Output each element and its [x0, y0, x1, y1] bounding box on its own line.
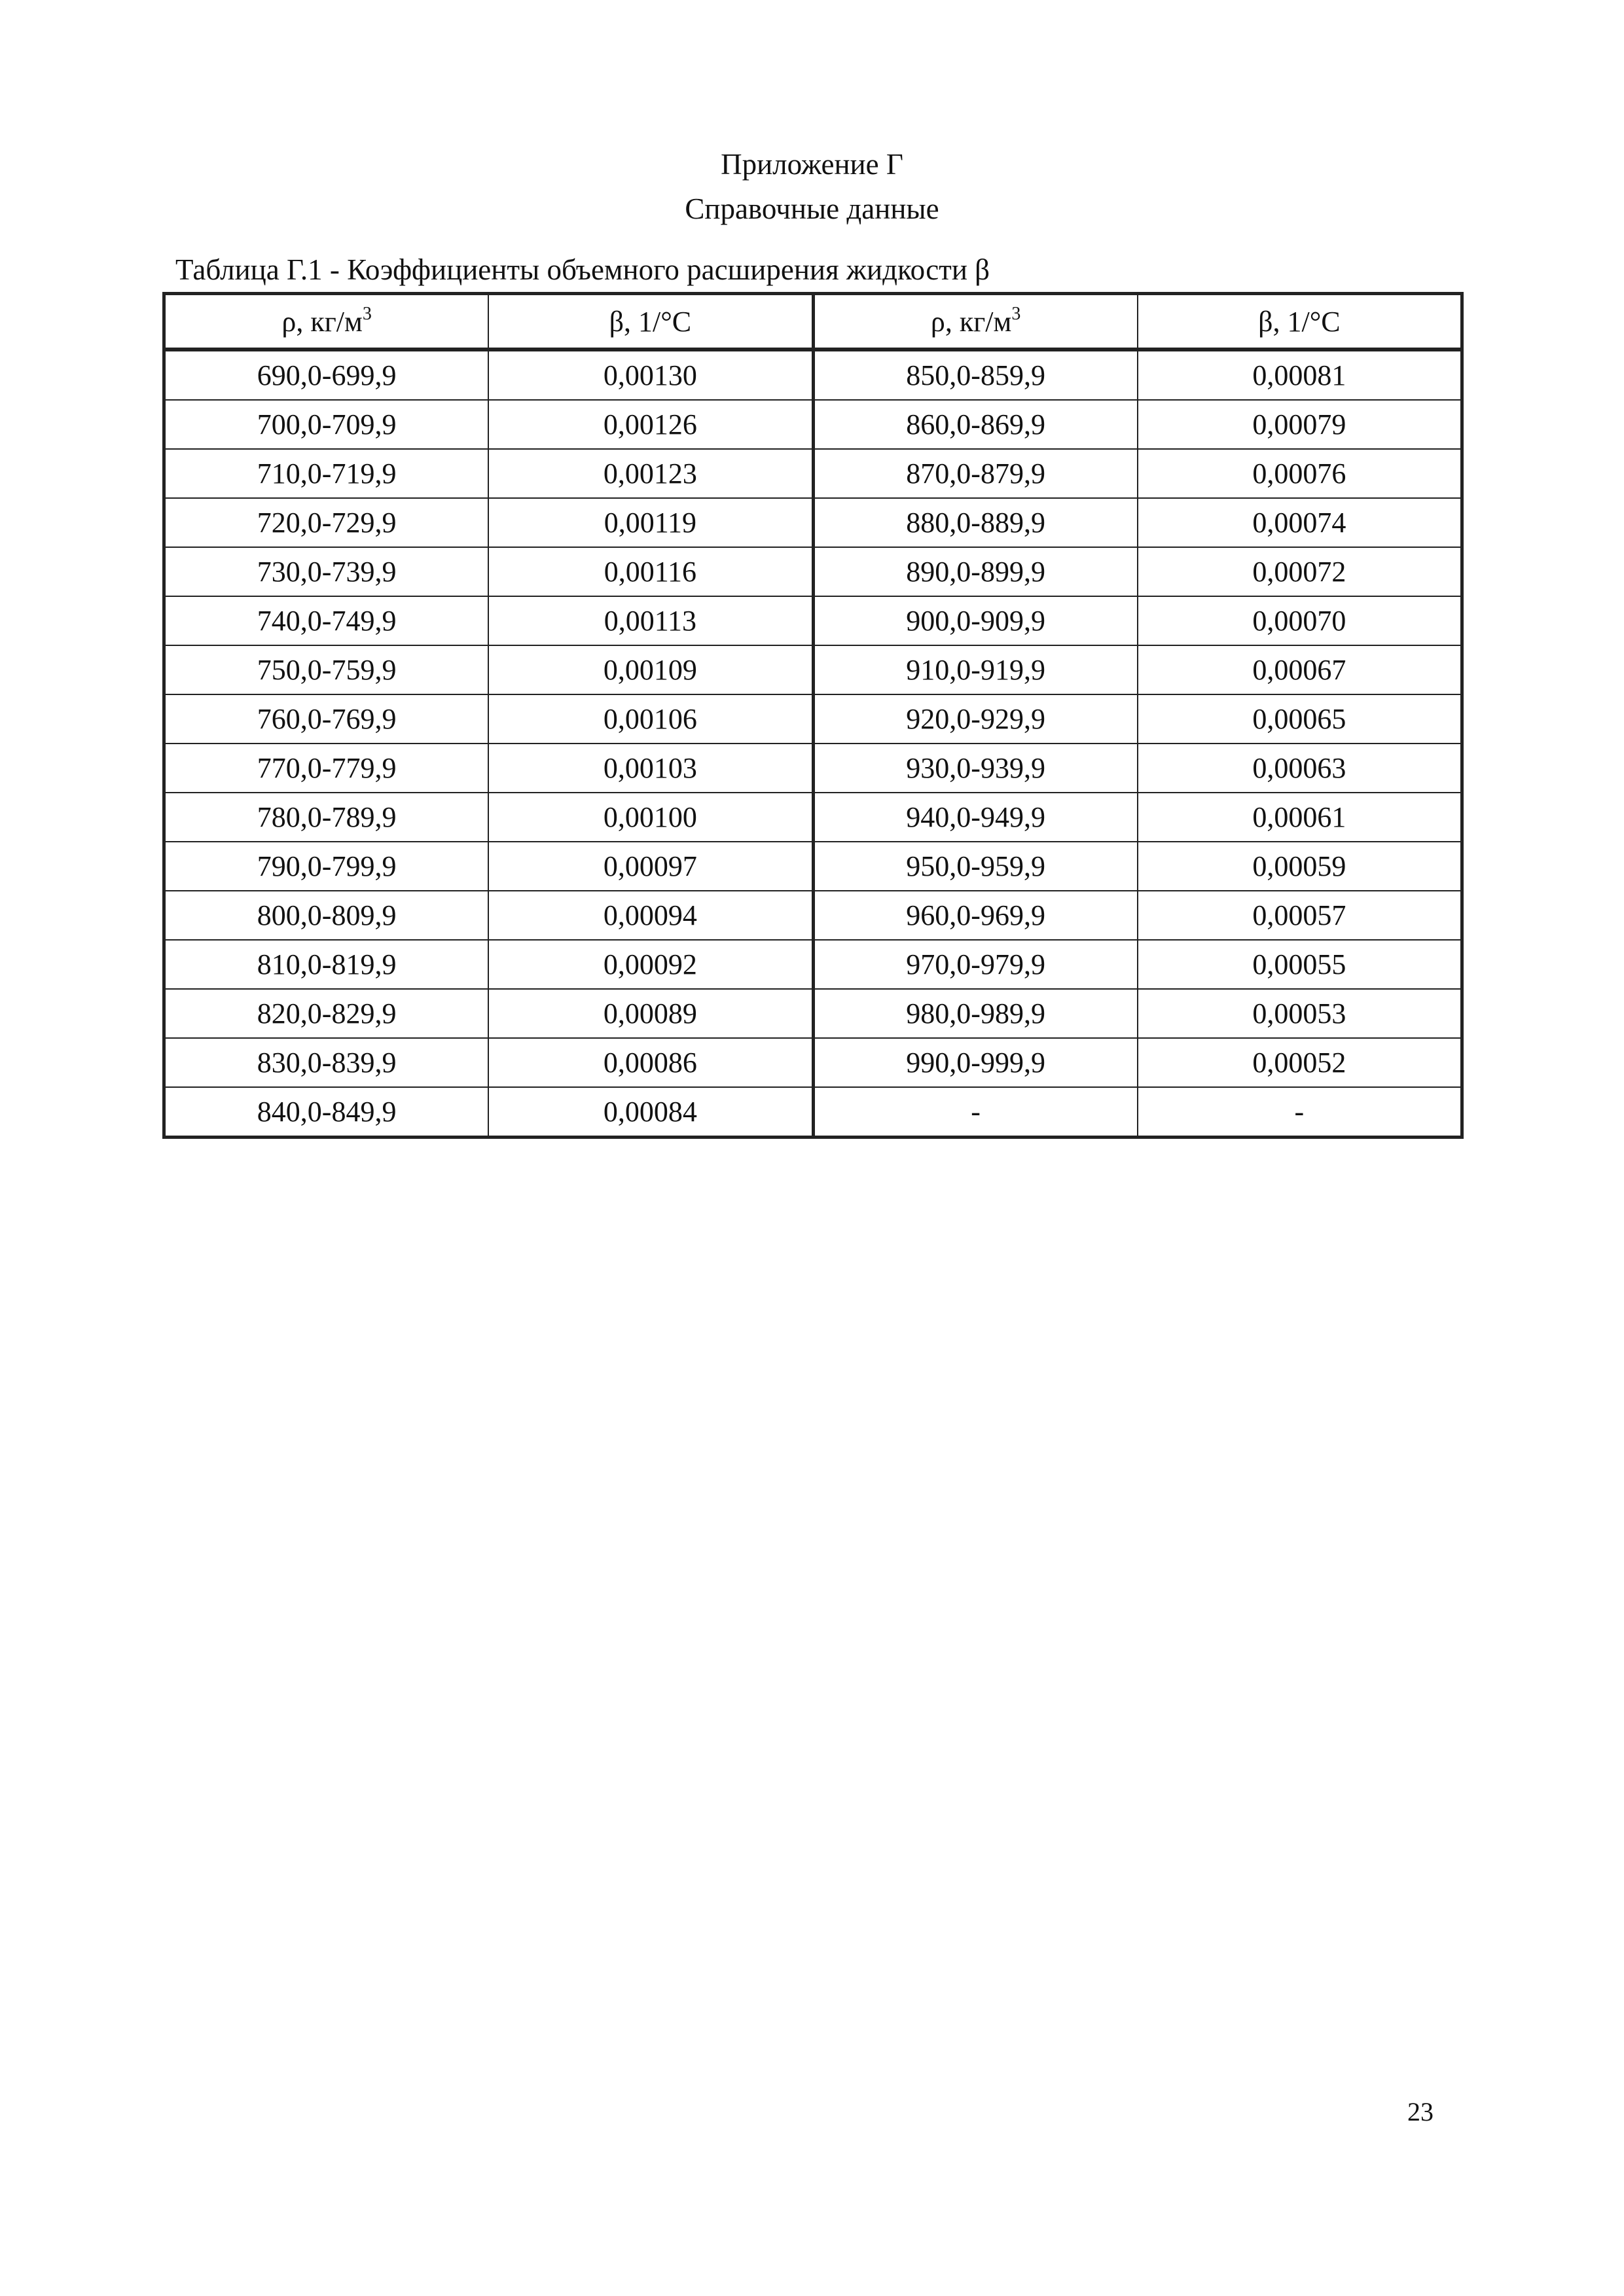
- table-row: [164, 793, 1462, 842]
- density-range-cell: 770,0-779,9: [164, 744, 489, 793]
- density-range-cell: 780,0-789,9: [164, 793, 489, 842]
- header-density-2: ρ, $кг/м^3$: [813, 294, 1138, 350]
- beta-value-cell: 0,00063: [1138, 744, 1462, 793]
- density-range-cell: 990,0-999,9: [813, 1038, 1138, 1087]
- density-range-cell: 750,0-759,9: [164, 645, 489, 694]
- beta-value-cell: 0,00057: [1138, 891, 1462, 940]
- header-beta-2: β, 1/°С: [1138, 294, 1462, 350]
- beta-value-cell: 0,00053: [1138, 989, 1462, 1038]
- density-range-cell: -: [813, 1087, 1138, 1138]
- table-header-row: [164, 294, 1462, 350]
- table-row: [164, 1087, 1462, 1138]
- beta-value-cell: 0,00055: [1138, 940, 1462, 989]
- beta-value-cell: 0,00106: [488, 694, 813, 744]
- beta-value-cell: 0,00081: [1138, 350, 1462, 400]
- table-body: [164, 350, 1462, 1138]
- beta-value-cell: 0,00094: [488, 891, 813, 940]
- density-range-cell: 910,0-919,9: [813, 645, 1138, 694]
- table-row: [164, 645, 1462, 694]
- table-row: [164, 498, 1462, 547]
- beta-value-cell: 0,00065: [1138, 694, 1462, 744]
- density-range-cell: 800,0-809,9: [164, 891, 489, 940]
- density-range-cell: 730,0-739,9: [164, 547, 489, 596]
- density-range-cell: 980,0-989,9: [813, 989, 1138, 1038]
- density-range-cell: 900,0-909,9: [813, 596, 1138, 645]
- table-header: [164, 294, 1462, 350]
- density-range-cell: 710,0-719,9: [164, 449, 489, 498]
- table-row: [164, 400, 1462, 449]
- expansion-coefficients-table: [162, 292, 1464, 1139]
- beta-value-cell: 0,00123: [488, 449, 813, 498]
- density-range-cell: 940,0-949,9: [813, 793, 1138, 842]
- beta-value-cell: 0,00061: [1138, 793, 1462, 842]
- appendix-title: Приложение Г: [721, 148, 903, 181]
- beta-value-cell: 0,00089: [488, 989, 813, 1038]
- beta-value-cell: 0,00103: [488, 744, 813, 793]
- beta-value-cell: 0,00126: [488, 400, 813, 449]
- beta-value-cell: 0,00130: [488, 350, 813, 400]
- beta-value-cell: 0,00092: [488, 940, 813, 989]
- beta-value-cell: 0,00097: [488, 842, 813, 891]
- table-row: [164, 940, 1462, 989]
- density-range-cell: 930,0-939,9: [813, 744, 1138, 793]
- beta-value-cell: 0,00084: [488, 1087, 813, 1138]
- beta-value-cell: 0,00109: [488, 645, 813, 694]
- density-range-cell: 720,0-729,9: [164, 498, 489, 547]
- density-range-cell: 820,0-829,9: [164, 989, 489, 1038]
- density-range-cell: 790,0-799,9: [164, 842, 489, 891]
- beta-value-cell: 0,00072: [1138, 547, 1462, 596]
- beta-value-cell: 0,00113: [488, 596, 813, 645]
- table-row: [164, 891, 1462, 940]
- beta-value-cell: 0,00116: [488, 547, 813, 596]
- density-range-cell: 700,0-709,9: [164, 400, 489, 449]
- density-range-cell: 860,0-869,9: [813, 400, 1138, 449]
- page-number: 23: [1407, 2097, 1434, 2126]
- density-range-cell: 850,0-859,9: [813, 350, 1138, 400]
- table-row: [164, 350, 1462, 400]
- beta-value-cell: 0,00119: [488, 498, 813, 547]
- appendix-subtitle: Справочные данные: [685, 192, 939, 225]
- density-range-cell: 920,0-929,9: [813, 694, 1138, 744]
- table-row: [164, 989, 1462, 1038]
- beta-value-cell: 0,00086: [488, 1038, 813, 1087]
- table-row: [164, 596, 1462, 645]
- table-row: [164, 744, 1462, 793]
- density-range-cell: 740,0-749,9: [164, 596, 489, 645]
- density-range-cell: 760,0-769,9: [164, 694, 489, 744]
- density-range-cell: 810,0-819,9: [164, 940, 489, 989]
- beta-value-cell: 0,00052: [1138, 1038, 1462, 1087]
- table-row: [164, 694, 1462, 744]
- density-range-cell: 960,0-969,9: [813, 891, 1138, 940]
- density-range-cell: 880,0-889,9: [813, 498, 1138, 547]
- table-row: [164, 842, 1462, 891]
- beta-value-cell: 0,00074: [1138, 498, 1462, 547]
- table-row: [164, 1038, 1462, 1087]
- density-range-cell: 970,0-979,9: [813, 940, 1138, 989]
- beta-value-cell: -: [1138, 1087, 1462, 1138]
- beta-value-cell: 0,00100: [488, 793, 813, 842]
- density-range-cell: 950,0-959,9: [813, 842, 1138, 891]
- beta-value-cell: 0,00067: [1138, 645, 1462, 694]
- header-density-1: ρ, $кг/м^3$: [164, 294, 489, 350]
- density-range-cell: 870,0-879,9: [813, 449, 1138, 498]
- table-row: [164, 449, 1462, 498]
- beta-value-cell: 0,00076: [1138, 449, 1462, 498]
- beta-value-cell: 0,00070: [1138, 596, 1462, 645]
- header-beta-1: β, 1/°С: [488, 294, 813, 350]
- density-range-cell: 690,0-699,9: [164, 350, 489, 400]
- beta-value-cell: 0,00059: [1138, 842, 1462, 891]
- density-range-cell: 830,0-839,9: [164, 1038, 489, 1087]
- table-caption: Таблица Г.1 - Коэффициенты объемного расширения жидкости β: [175, 253, 990, 286]
- beta-value-cell: 0,00079: [1138, 400, 1462, 449]
- density-range-cell: 890,0-899,9: [813, 547, 1138, 596]
- density-range-cell: 840,0-849,9: [164, 1087, 489, 1138]
- table-row: [164, 547, 1462, 596]
